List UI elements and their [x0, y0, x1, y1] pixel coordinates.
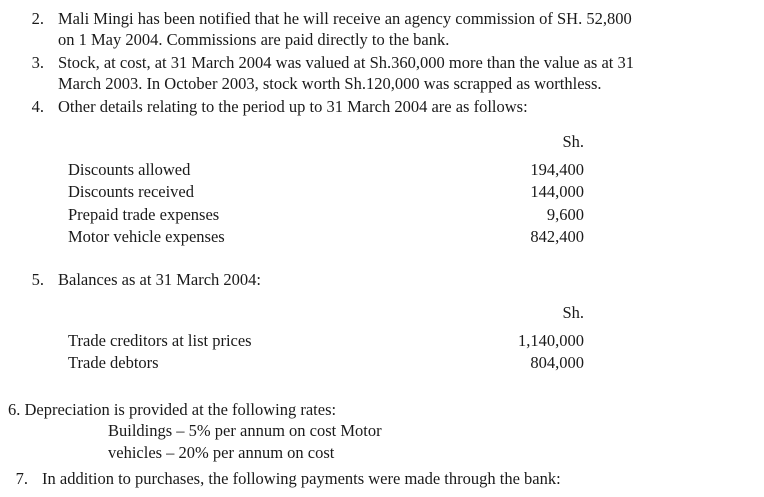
table-cell-value: 194,400 — [530, 159, 584, 179]
table-row — [68, 204, 588, 226]
table-cell-value: 804,000 — [530, 353, 584, 373]
table-cell-label: Discounts received — [68, 182, 194, 202]
list-item-number: 7. — [15, 469, 28, 488]
list-item-six-subline2: vehicles – 20% per annum on cost — [108, 442, 335, 462]
table-header-currency: Sh. — [562, 303, 584, 323]
list-item-body — [58, 8, 764, 51]
list-item-number: 2. — [31, 9, 44, 28]
list-item-six-subline1: Buildings – 5% per annum on cost Motor — [108, 421, 382, 441]
table-cell-label: Prepaid trade expenses — [68, 204, 220, 224]
table-cell-value: 144,000 — [530, 182, 584, 202]
list-item-six — [8, 399, 764, 463]
balances-table-block — [68, 302, 588, 374]
table-row — [68, 159, 588, 181]
list-item-number: 5. — [31, 270, 44, 290]
table-row — [68, 226, 588, 248]
table-header-row — [68, 131, 588, 158]
list-item-seven — [8, 468, 764, 489]
details-table-block — [68, 131, 588, 248]
balances-table — [68, 302, 588, 374]
table-cell-label: Trade debtors — [68, 353, 159, 373]
table-header-label — [68, 302, 395, 329]
table-cell-value: 9,600 — [546, 204, 584, 224]
list-item-body: In addition to purchases, the following payments were made through the bank: — [42, 469, 561, 488]
document-page — [0, 8, 764, 497]
list-item-line1: Stock, at cost, at 31 March 2004 was valued at Sh.360,000 more than the value as at 31 — [58, 52, 634, 72]
table-header-currency: Sh. — [562, 132, 584, 152]
list-item-line1: Other details relating to the period up to 31 March 2004 are as follows: — [58, 96, 528, 116]
table-row — [68, 181, 588, 203]
numbered-list-top — [0, 8, 764, 117]
table-row — [68, 352, 588, 374]
list-item-body — [58, 96, 764, 117]
list-item-line2: on 1 May 2004. Commissions are paid directly to the bank. — [58, 30, 450, 50]
table-cell-label: Trade creditors at list prices — [68, 330, 252, 350]
list-item — [0, 8, 764, 51]
list-item-body: Balances as at 31 March 2004: — [58, 270, 261, 290]
list-item — [0, 96, 764, 117]
table-cell-value: 1,140,000 — [518, 330, 584, 350]
table-row — [68, 330, 588, 352]
list-item-line1: Mali Mingi has been notified that he will receive an agency commission of SH. 52,800 — [58, 9, 632, 28]
list-item — [0, 52, 764, 95]
list-item-five — [18, 270, 764, 290]
list-item-six-text: 6. Depreciation is provided at the following rates: — [8, 399, 337, 419]
table-cell-label: Motor vehicle expenses — [68, 226, 225, 246]
details-table — [68, 131, 588, 248]
list-item-line2: March 2003. In October 2003, stock worth Sh.120,000 was scrapped as worthless. — [58, 74, 602, 94]
table-header-row — [68, 302, 588, 329]
table-cell-label: Discounts allowed — [68, 159, 191, 179]
list-item-number: 3. — [31, 52, 44, 72]
table-header-label — [68, 131, 395, 158]
list-item-body — [58, 52, 764, 95]
table-cell-value: 842,400 — [530, 226, 584, 246]
list-item-number: 4. — [31, 96, 44, 116]
